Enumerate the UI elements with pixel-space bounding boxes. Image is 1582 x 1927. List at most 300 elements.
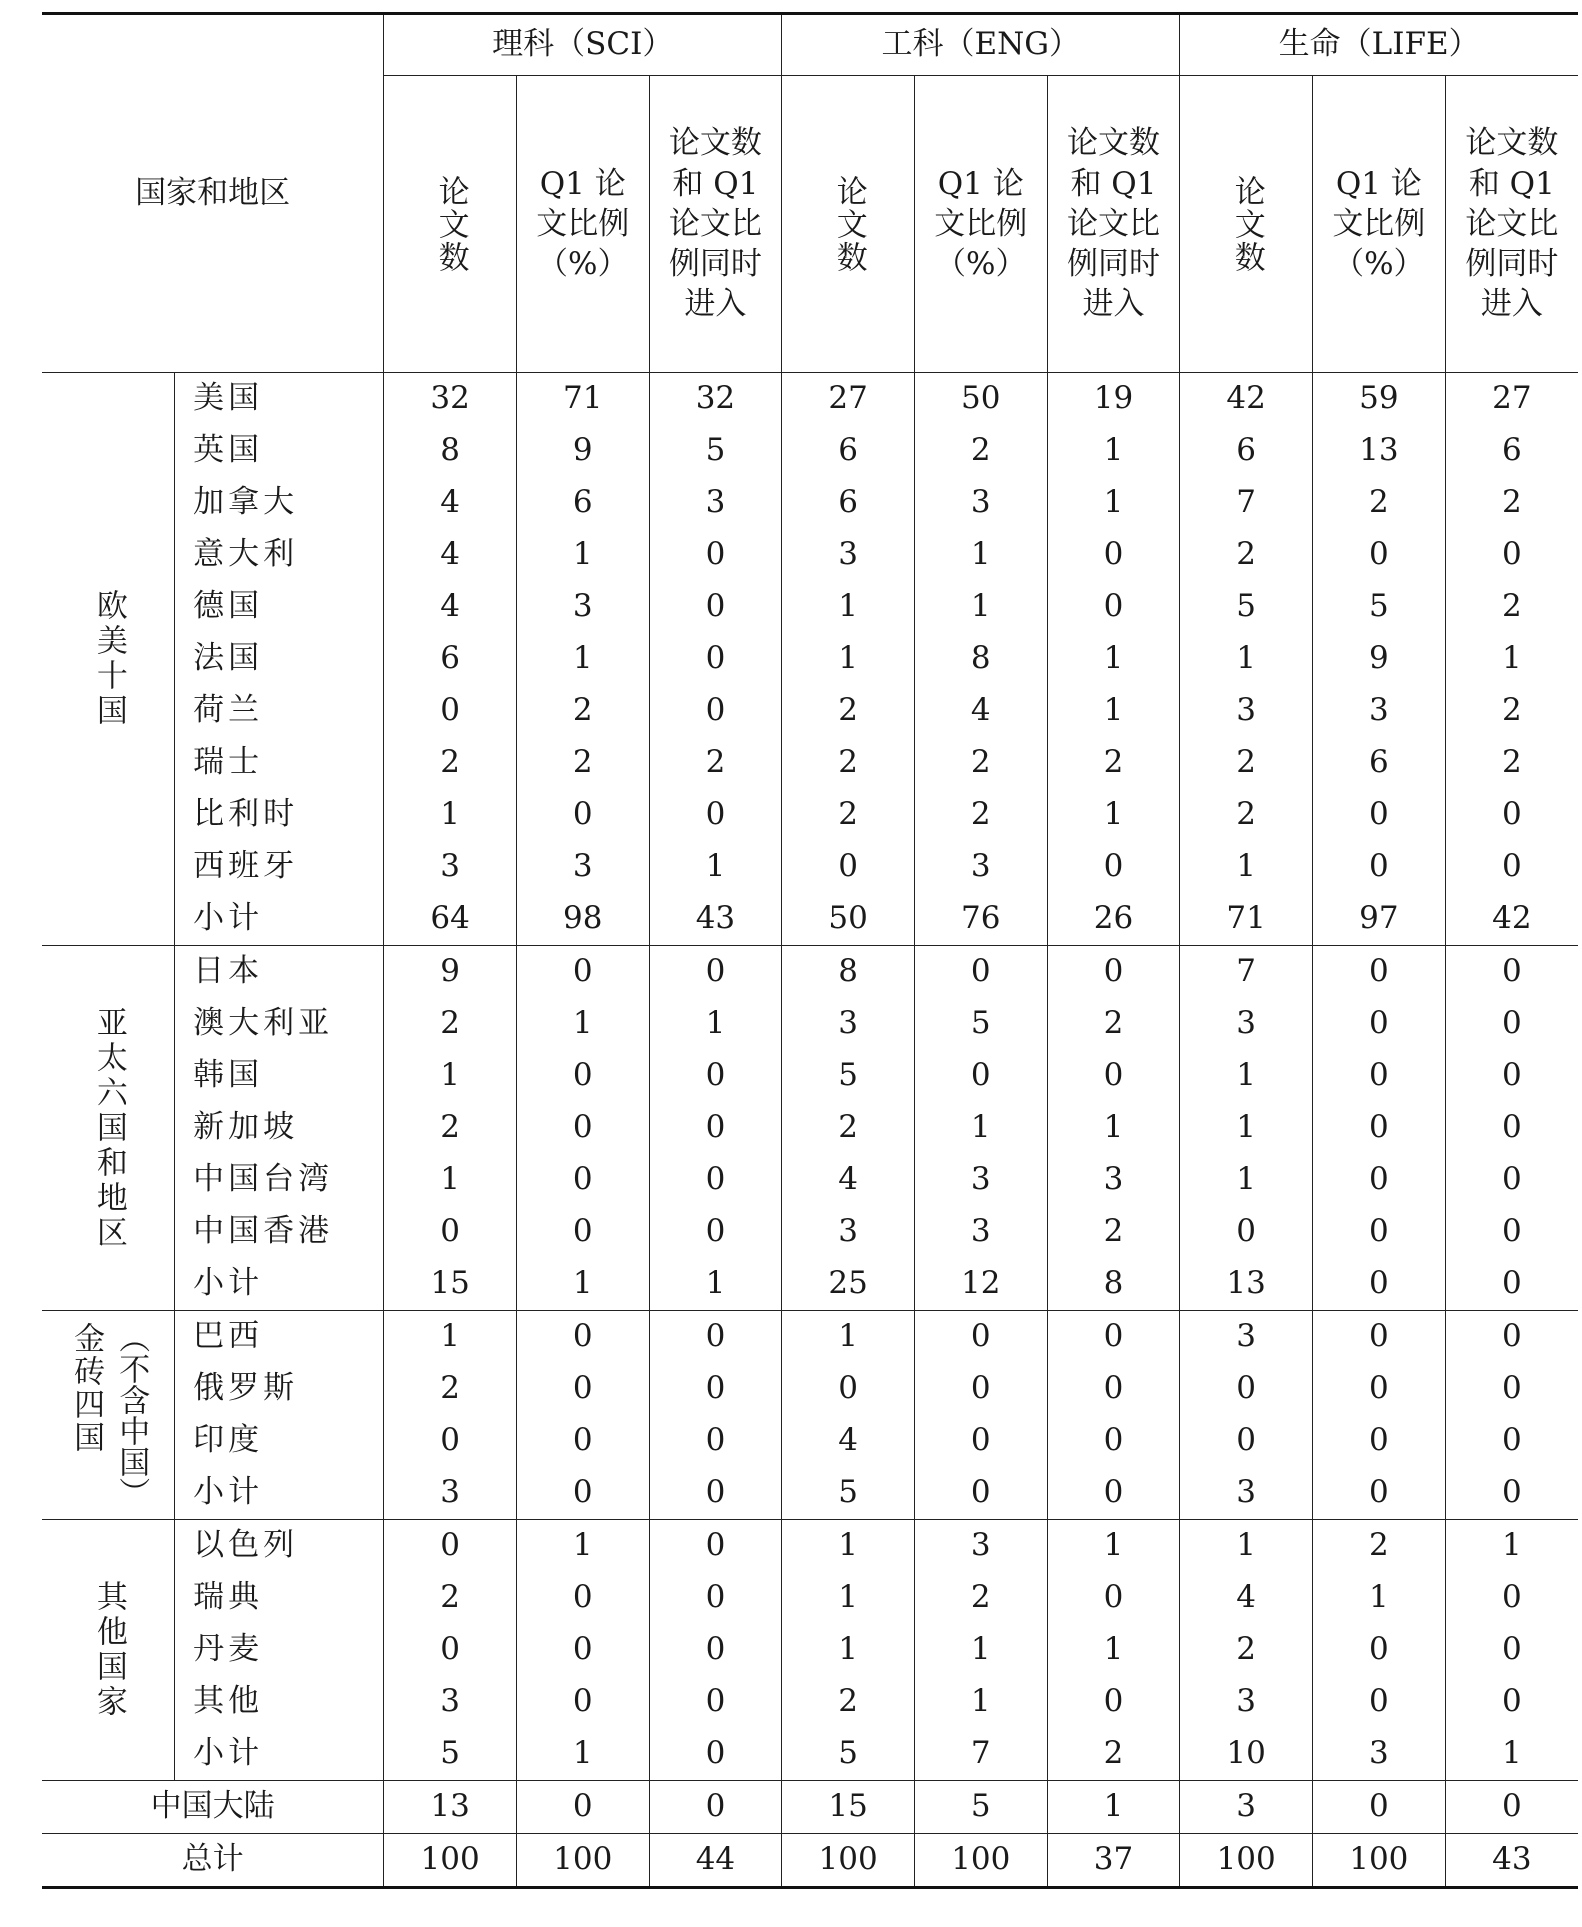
table-row xyxy=(42,1572,1578,1624)
table-row xyxy=(42,946,1578,999)
sub-header-label: 论文数 xyxy=(1228,174,1265,274)
value-cell: 0 xyxy=(914,1363,1047,1415)
value-cell: 0 xyxy=(649,1624,782,1676)
value-cell: 1 xyxy=(914,529,1047,581)
value-cell: 1 xyxy=(782,1520,915,1573)
value-cell: 32 xyxy=(649,373,782,426)
value-cell: 0 xyxy=(649,1781,782,1834)
value-cell: 3 xyxy=(914,1206,1047,1258)
value-cell: 0 xyxy=(1047,529,1180,581)
value-cell: 50 xyxy=(914,373,1047,426)
value-cell: 1 xyxy=(516,998,649,1050)
value-cell: 13 xyxy=(384,1781,517,1834)
country-name: 荷兰 xyxy=(175,685,384,737)
value-cell: 5 xyxy=(782,1728,915,1781)
value-cell: 0 xyxy=(1445,1050,1578,1102)
value-cell: 3 xyxy=(782,1206,915,1258)
value-cell: 2 xyxy=(384,737,517,789)
value-cell: 3 xyxy=(1180,685,1313,737)
country-name: 瑞典 xyxy=(175,1572,384,1624)
value-cell: 0 xyxy=(1180,1206,1313,1258)
country-name: 韩国 xyxy=(175,1050,384,1102)
value-cell: 5 xyxy=(782,1050,915,1102)
value-cell: 1 xyxy=(649,1258,782,1311)
value-cell: 100 xyxy=(516,1834,649,1888)
value-cell: 5 xyxy=(1180,581,1313,633)
value-cell: 3 xyxy=(914,841,1047,893)
value-cell: 0 xyxy=(1445,1363,1578,1415)
value-cell: 5 xyxy=(914,998,1047,1050)
value-cell: 0 xyxy=(914,946,1047,999)
value-cell: 98 xyxy=(516,893,649,946)
value-cell: 1 xyxy=(914,1102,1047,1154)
value-cell: 0 xyxy=(1312,946,1445,999)
value-cell: 0 xyxy=(1445,1154,1578,1206)
table-row xyxy=(42,1363,1578,1415)
region-label-cell xyxy=(42,946,175,1311)
value-cell: 6 xyxy=(516,477,649,529)
country-name: 俄罗斯 xyxy=(175,1363,384,1415)
value-cell: 42 xyxy=(1180,373,1313,426)
value-cell: 0 xyxy=(1312,789,1445,841)
table-row xyxy=(42,1676,1578,1728)
value-cell: 6 xyxy=(384,633,517,685)
value-cell: 0 xyxy=(516,1154,649,1206)
value-cell: 1 xyxy=(1047,633,1180,685)
value-cell: 1 xyxy=(1180,1102,1313,1154)
value-cell: 0 xyxy=(1312,1258,1445,1311)
value-cell: 0 xyxy=(1312,1102,1445,1154)
value-cell: 2 xyxy=(1445,477,1578,529)
table-row xyxy=(42,1154,1578,1206)
value-cell: 3 xyxy=(1180,998,1313,1050)
value-cell: 0 xyxy=(1312,1415,1445,1467)
value-cell: 12 xyxy=(914,1258,1047,1311)
table-row xyxy=(42,477,1578,529)
value-cell: 0 xyxy=(1180,1415,1313,1467)
table-row xyxy=(42,1050,1578,1102)
table-row xyxy=(42,1415,1578,1467)
value-cell: 43 xyxy=(1445,1834,1578,1888)
value-cell: 0 xyxy=(516,1467,649,1520)
country-name: 美国 xyxy=(175,373,384,426)
value-cell: 0 xyxy=(1047,581,1180,633)
value-cell: 7 xyxy=(1180,946,1313,999)
value-cell: 9 xyxy=(516,425,649,477)
country-name: 小计 xyxy=(175,1258,384,1311)
region-label-cell xyxy=(42,1520,175,1781)
life-both-header xyxy=(1445,76,1578,373)
table-row xyxy=(42,1102,1578,1154)
value-cell: 0 xyxy=(649,1311,782,1364)
value-cell: 2 xyxy=(1047,998,1180,1050)
value-cell: 0 xyxy=(649,633,782,685)
value-cell: 1 xyxy=(516,1258,649,1311)
value-cell: 3 xyxy=(384,1467,517,1520)
country-name: 中国香港 xyxy=(175,1206,384,1258)
value-cell: 6 xyxy=(1180,425,1313,477)
value-cell: 0 xyxy=(516,1676,649,1728)
value-cell: 1 xyxy=(1180,1520,1313,1573)
value-cell: 97 xyxy=(1312,893,1445,946)
table-row xyxy=(42,841,1578,893)
value-cell: 0 xyxy=(1445,1206,1578,1258)
sci-papers-header xyxy=(384,76,517,373)
country-name: 中国台湾 xyxy=(175,1154,384,1206)
table-row xyxy=(42,1467,1578,1520)
value-cell: 100 xyxy=(1180,1834,1313,1888)
table-row xyxy=(42,1311,1578,1364)
value-cell: 3 xyxy=(782,998,915,1050)
value-cell: 15 xyxy=(384,1258,517,1311)
value-cell: 8 xyxy=(1047,1258,1180,1311)
value-cell: 1 xyxy=(516,1520,649,1573)
value-cell: 0 xyxy=(649,1102,782,1154)
value-cell: 8 xyxy=(782,946,915,999)
value-cell: 0 xyxy=(649,946,782,999)
table-row xyxy=(42,529,1578,581)
value-cell: 1 xyxy=(1047,685,1180,737)
value-cell: 0 xyxy=(516,1415,649,1467)
table-row xyxy=(42,633,1578,685)
value-cell: 0 xyxy=(516,1206,649,1258)
value-cell: 0 xyxy=(1312,841,1445,893)
value-cell: 76 xyxy=(914,893,1047,946)
value-cell: 0 xyxy=(649,1415,782,1467)
value-cell: 1 xyxy=(1047,1624,1180,1676)
group-header-sci: 理科（SCI） xyxy=(384,14,782,76)
value-cell: 3 xyxy=(914,1520,1047,1573)
value-cell: 0 xyxy=(1312,1050,1445,1102)
value-cell: 1 xyxy=(516,529,649,581)
value-cell: 1 xyxy=(384,789,517,841)
value-cell: 0 xyxy=(649,1363,782,1415)
value-cell: 0 xyxy=(1312,998,1445,1050)
value-cell: 2 xyxy=(914,737,1047,789)
value-cell: 2 xyxy=(384,998,517,1050)
value-cell: 0 xyxy=(914,1311,1047,1364)
sub-header-label: 论文数和 Q1 论文比例同时进入 xyxy=(668,125,762,323)
value-cell: 1 xyxy=(1047,425,1180,477)
value-cell: 0 xyxy=(384,685,517,737)
value-cell: 10 xyxy=(1180,1728,1313,1781)
sub-header-label: Q1 论文比例（%） xyxy=(536,165,630,283)
country-name: 意大利 xyxy=(175,529,384,581)
value-cell: 1 xyxy=(1312,1572,1445,1624)
value-cell: 1 xyxy=(516,633,649,685)
value-cell: 1 xyxy=(782,581,915,633)
value-cell: 0 xyxy=(914,1050,1047,1102)
value-cell: 1 xyxy=(1180,633,1313,685)
value-cell: 0 xyxy=(1312,1781,1445,1834)
value-cell: 0 xyxy=(1445,1415,1578,1467)
value-cell: 0 xyxy=(516,1102,649,1154)
group-header-eng: 工科（ENG） xyxy=(782,14,1180,76)
value-cell: 27 xyxy=(1445,373,1578,426)
value-cell: 6 xyxy=(1445,425,1578,477)
value-cell: 0 xyxy=(1047,1676,1180,1728)
value-cell: 0 xyxy=(1180,1363,1313,1415)
value-cell: 2 xyxy=(914,1572,1047,1624)
value-cell: 3 xyxy=(384,841,517,893)
country-name: 德国 xyxy=(175,581,384,633)
value-cell: 0 xyxy=(649,529,782,581)
country-name: 巴西 xyxy=(175,1311,384,1364)
value-cell: 0 xyxy=(649,789,782,841)
sub-header-label: Q1 论文比例（%） xyxy=(934,165,1028,283)
value-cell: 1 xyxy=(782,633,915,685)
value-cell: 1 xyxy=(1445,1728,1578,1781)
value-cell: 2 xyxy=(914,789,1047,841)
country-name: 加拿大 xyxy=(175,477,384,529)
value-cell: 0 xyxy=(649,1467,782,1520)
value-cell: 0 xyxy=(1312,1154,1445,1206)
value-cell: 0 xyxy=(1312,529,1445,581)
value-cell: 6 xyxy=(782,477,915,529)
value-cell: 0 xyxy=(1445,1102,1578,1154)
value-cell: 2 xyxy=(384,1363,517,1415)
value-cell: 64 xyxy=(384,893,517,946)
value-cell: 2 xyxy=(782,1102,915,1154)
country-name: 以色列 xyxy=(175,1520,384,1573)
value-cell: 0 xyxy=(1445,1311,1578,1364)
region-label: 金砖四国 xyxy=(68,1322,105,1454)
table-row xyxy=(42,789,1578,841)
value-cell: 0 xyxy=(516,1311,649,1364)
value-cell: 26 xyxy=(1047,893,1180,946)
value-cell: 0 xyxy=(649,581,782,633)
region-column-header: 国家和地区 xyxy=(42,14,384,373)
sub-header-label: Q1 论文比例（%） xyxy=(1332,165,1426,283)
value-cell: 1 xyxy=(1047,1781,1180,1834)
value-cell: 0 xyxy=(649,1520,782,1573)
value-cell: 1 xyxy=(1047,789,1180,841)
value-cell: 100 xyxy=(1312,1834,1445,1888)
country-name: 英国 xyxy=(175,425,384,477)
value-cell: 0 xyxy=(914,1467,1047,1520)
value-cell: 0 xyxy=(782,1363,915,1415)
value-cell: 0 xyxy=(1312,1206,1445,1258)
value-cell: 1 xyxy=(1180,841,1313,893)
value-cell: 4 xyxy=(384,529,517,581)
eng-papers-header xyxy=(782,76,915,373)
value-cell: 2 xyxy=(1180,737,1313,789)
value-cell: 32 xyxy=(384,373,517,426)
value-cell: 1 xyxy=(782,1624,915,1676)
table-row xyxy=(42,1258,1578,1311)
mainland-row xyxy=(42,1781,1578,1834)
value-cell: 0 xyxy=(1312,1624,1445,1676)
value-cell: 59 xyxy=(1312,373,1445,426)
life-papers-header xyxy=(1180,76,1313,373)
value-cell: 3 xyxy=(516,581,649,633)
value-cell: 15 xyxy=(782,1781,915,1834)
value-cell: 100 xyxy=(782,1834,915,1888)
value-cell: 0 xyxy=(1312,1311,1445,1364)
value-cell: 3 xyxy=(1180,1781,1313,1834)
table-row xyxy=(42,425,1578,477)
value-cell: 42 xyxy=(1445,893,1578,946)
total-label: 总计 xyxy=(42,1834,384,1888)
value-cell: 3 xyxy=(1312,1728,1445,1781)
value-cell: 44 xyxy=(649,1834,782,1888)
value-cell: 1 xyxy=(1180,1154,1313,1206)
value-cell: 1 xyxy=(1047,1520,1180,1573)
sub-header-label: 论文数 xyxy=(830,174,867,274)
table-row xyxy=(42,893,1578,946)
value-cell: 4 xyxy=(782,1154,915,1206)
value-cell: 0 xyxy=(1445,1676,1578,1728)
country-name: 新加坡 xyxy=(175,1102,384,1154)
region-label-cell xyxy=(42,1311,175,1520)
value-cell: 0 xyxy=(1445,946,1578,999)
value-cell: 6 xyxy=(1312,737,1445,789)
table-row xyxy=(42,1624,1578,1676)
region-label: 欧美十国 xyxy=(90,589,127,729)
value-cell: 4 xyxy=(384,581,517,633)
value-cell: 0 xyxy=(649,1572,782,1624)
value-cell: 2 xyxy=(649,737,782,789)
value-cell: 1 xyxy=(914,1676,1047,1728)
value-cell: 3 xyxy=(782,529,915,581)
value-cell: 0 xyxy=(1312,1363,1445,1415)
value-cell: 0 xyxy=(1047,1363,1180,1415)
value-cell: 3 xyxy=(1312,685,1445,737)
value-cell: 2 xyxy=(516,685,649,737)
value-cell: 1 xyxy=(1047,1102,1180,1154)
table-container xyxy=(42,12,1578,1889)
value-cell: 71 xyxy=(516,373,649,426)
value-cell: 0 xyxy=(516,946,649,999)
country-name: 日本 xyxy=(175,946,384,999)
value-cell: 2 xyxy=(384,1102,517,1154)
value-cell: 0 xyxy=(516,1572,649,1624)
value-cell: 25 xyxy=(782,1258,915,1311)
country-name: 其他 xyxy=(175,1676,384,1728)
value-cell: 0 xyxy=(384,1206,517,1258)
value-cell: 2 xyxy=(516,737,649,789)
table-row xyxy=(42,685,1578,737)
country-name: 澳大利亚 xyxy=(175,998,384,1050)
value-cell: 0 xyxy=(1047,946,1180,999)
value-cell: 1 xyxy=(1047,477,1180,529)
value-cell: 100 xyxy=(384,1834,517,1888)
value-cell: 0 xyxy=(516,1363,649,1415)
value-cell: 4 xyxy=(1180,1572,1313,1624)
value-cell: 0 xyxy=(649,1206,782,1258)
value-cell: 0 xyxy=(516,1050,649,1102)
value-cell: 0 xyxy=(649,1728,782,1781)
value-cell: 0 xyxy=(1312,1467,1445,1520)
value-cell: 0 xyxy=(649,1676,782,1728)
value-cell: 2 xyxy=(782,685,915,737)
value-cell: 100 xyxy=(914,1834,1047,1888)
value-cell: 0 xyxy=(1047,1415,1180,1467)
value-cell: 1 xyxy=(1445,633,1578,685)
eng-q1-ratio-header xyxy=(914,76,1047,373)
eng-both-header xyxy=(1047,76,1180,373)
value-cell: 4 xyxy=(384,477,517,529)
value-cell: 2 xyxy=(914,425,1047,477)
value-cell: 0 xyxy=(1312,1676,1445,1728)
value-cell: 2 xyxy=(782,1676,915,1728)
value-cell: 6 xyxy=(782,425,915,477)
value-cell: 7 xyxy=(914,1728,1047,1781)
value-cell: 13 xyxy=(1180,1258,1313,1311)
value-cell: 0 xyxy=(1445,1624,1578,1676)
value-cell: 1 xyxy=(649,841,782,893)
value-cell: 2 xyxy=(1445,737,1578,789)
sub-header-label: 论文数 xyxy=(432,174,469,274)
region-label-cell xyxy=(42,373,175,946)
value-cell: 3 xyxy=(914,477,1047,529)
table-row xyxy=(42,1520,1578,1573)
value-cell: 5 xyxy=(1312,581,1445,633)
value-cell: 0 xyxy=(1047,1311,1180,1364)
sub-header-label: 论文数和 Q1 论文比例同时进入 xyxy=(1465,125,1559,323)
value-cell: 19 xyxy=(1047,373,1180,426)
mainland-label: 中国大陆 xyxy=(42,1781,384,1834)
group-header-life: 生命（LIFE） xyxy=(1180,14,1578,76)
region-label: 其他国家 xyxy=(90,1580,127,1720)
value-cell: 2 xyxy=(1180,1624,1313,1676)
value-cell: 0 xyxy=(649,1050,782,1102)
value-cell: 4 xyxy=(782,1415,915,1467)
value-cell: 1 xyxy=(649,998,782,1050)
country-name: 印度 xyxy=(175,1415,384,1467)
value-cell: 3 xyxy=(1180,1311,1313,1364)
value-cell: 2 xyxy=(782,737,915,789)
value-cell: 37 xyxy=(1047,1834,1180,1888)
value-cell: 2 xyxy=(384,1572,517,1624)
value-cell: 2 xyxy=(1312,477,1445,529)
value-cell: 1 xyxy=(782,1311,915,1364)
value-cell: 0 xyxy=(1445,1572,1578,1624)
value-cell: 1 xyxy=(782,1572,915,1624)
country-name: 瑞士 xyxy=(175,737,384,789)
country-name: 小计 xyxy=(175,1728,384,1781)
sub-header-label: 论文数和 Q1 论文比例同时进入 xyxy=(1066,125,1160,323)
value-cell: 3 xyxy=(1047,1154,1180,1206)
value-cell: 1 xyxy=(914,1624,1047,1676)
value-cell: 0 xyxy=(1445,1258,1578,1311)
life-q1-ratio-header xyxy=(1312,76,1445,373)
sci-both-header xyxy=(649,76,782,373)
value-cell: 0 xyxy=(914,1415,1047,1467)
value-cell: 3 xyxy=(516,841,649,893)
value-cell: 7 xyxy=(1180,477,1313,529)
value-cell: 0 xyxy=(1445,1467,1578,1520)
country-name: 法国 xyxy=(175,633,384,685)
value-cell: 3 xyxy=(1180,1467,1313,1520)
value-cell: 5 xyxy=(384,1728,517,1781)
value-cell: 5 xyxy=(782,1467,915,1520)
value-cell: 0 xyxy=(516,789,649,841)
country-name: 小计 xyxy=(175,1467,384,1520)
value-cell: 0 xyxy=(1047,1467,1180,1520)
region-sublabel: （不含中国） xyxy=(113,1322,150,1508)
value-cell: 2 xyxy=(1445,685,1578,737)
value-cell: 0 xyxy=(1445,841,1578,893)
value-cell: 0 xyxy=(649,1154,782,1206)
value-cell: 0 xyxy=(1047,1050,1180,1102)
country-name: 比利时 xyxy=(175,789,384,841)
value-cell: 2 xyxy=(1180,789,1313,841)
table-row xyxy=(42,998,1578,1050)
value-cell: 3 xyxy=(914,1154,1047,1206)
value-cell: 1 xyxy=(384,1154,517,1206)
value-cell: 27 xyxy=(782,373,915,426)
